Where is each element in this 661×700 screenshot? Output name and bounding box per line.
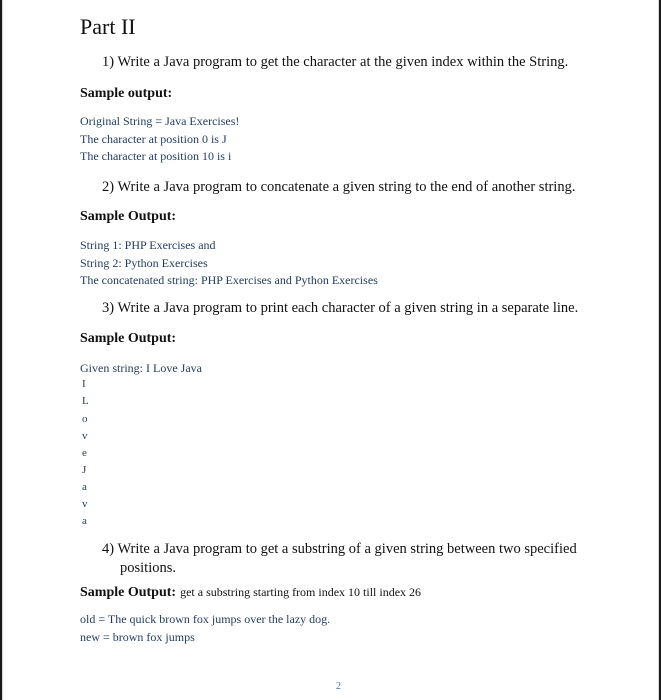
q1-output bbox=[80, 113, 239, 166]
question-4-continued: positions. bbox=[120, 560, 176, 576]
q2-sample-label: Sample Output: bbox=[80, 209, 177, 224]
question-1: 1) Write a Java program to get the character at the given index within the String. bbox=[102, 54, 569, 70]
q1-output-line: The character at position 10 is i bbox=[80, 149, 232, 163]
q4-output-line: new = brown fox jumps bbox=[80, 629, 195, 644]
q1-sample-label: Sample output: bbox=[80, 86, 173, 101]
q4-sample-note: get a substring starting from index 10 till index 26 bbox=[180, 585, 422, 599]
page-number: 2 bbox=[336, 681, 341, 692]
q1-output-line: Original String = Java Exercises! bbox=[80, 114, 240, 128]
q3-sample-label: Sample Output: bbox=[80, 331, 177, 346]
q3-char: I bbox=[82, 378, 86, 390]
q3-char: v bbox=[82, 498, 88, 510]
q2-output-line: String 1: PHP Exercises and bbox=[80, 238, 216, 252]
q3-char: o bbox=[82, 413, 88, 425]
q3-char: J bbox=[82, 464, 87, 476]
q2-output-line: The concatenated string: PHP Exercises and Python Exercises bbox=[80, 273, 378, 287]
question-4: 4) Write a Java program to get a substring of a given string between two specified bbox=[102, 541, 577, 557]
q3-char: a bbox=[82, 515, 87, 527]
q3-given-string: Given string: I Love Java bbox=[80, 361, 202, 375]
q2-output bbox=[80, 237, 378, 290]
question-3: 3) Write a Java program to print each character of a given string in a separate line. bbox=[102, 300, 579, 316]
q3-char: e bbox=[82, 447, 87, 459]
q3-char: L bbox=[82, 395, 89, 407]
q4-output bbox=[80, 611, 330, 646]
q3-char: v bbox=[82, 430, 88, 442]
q3-char: a bbox=[82, 481, 87, 493]
q4-output-line: old = The quick brown fox jumps over the lazy dog. bbox=[80, 612, 331, 626]
question-2: 2) Write a Java program to concatenate a given string to the end of another string. bbox=[102, 179, 576, 195]
section-title: Part II bbox=[80, 14, 136, 39]
q1-output-line: The character at position 0 is J bbox=[80, 131, 227, 146]
q4-sample-label: Sample Output: bbox=[80, 585, 177, 600]
document-page bbox=[3, 0, 658, 700]
q4-sample-row bbox=[80, 583, 421, 601]
q2-output-line: String 2: Python Exercises bbox=[80, 255, 208, 270]
